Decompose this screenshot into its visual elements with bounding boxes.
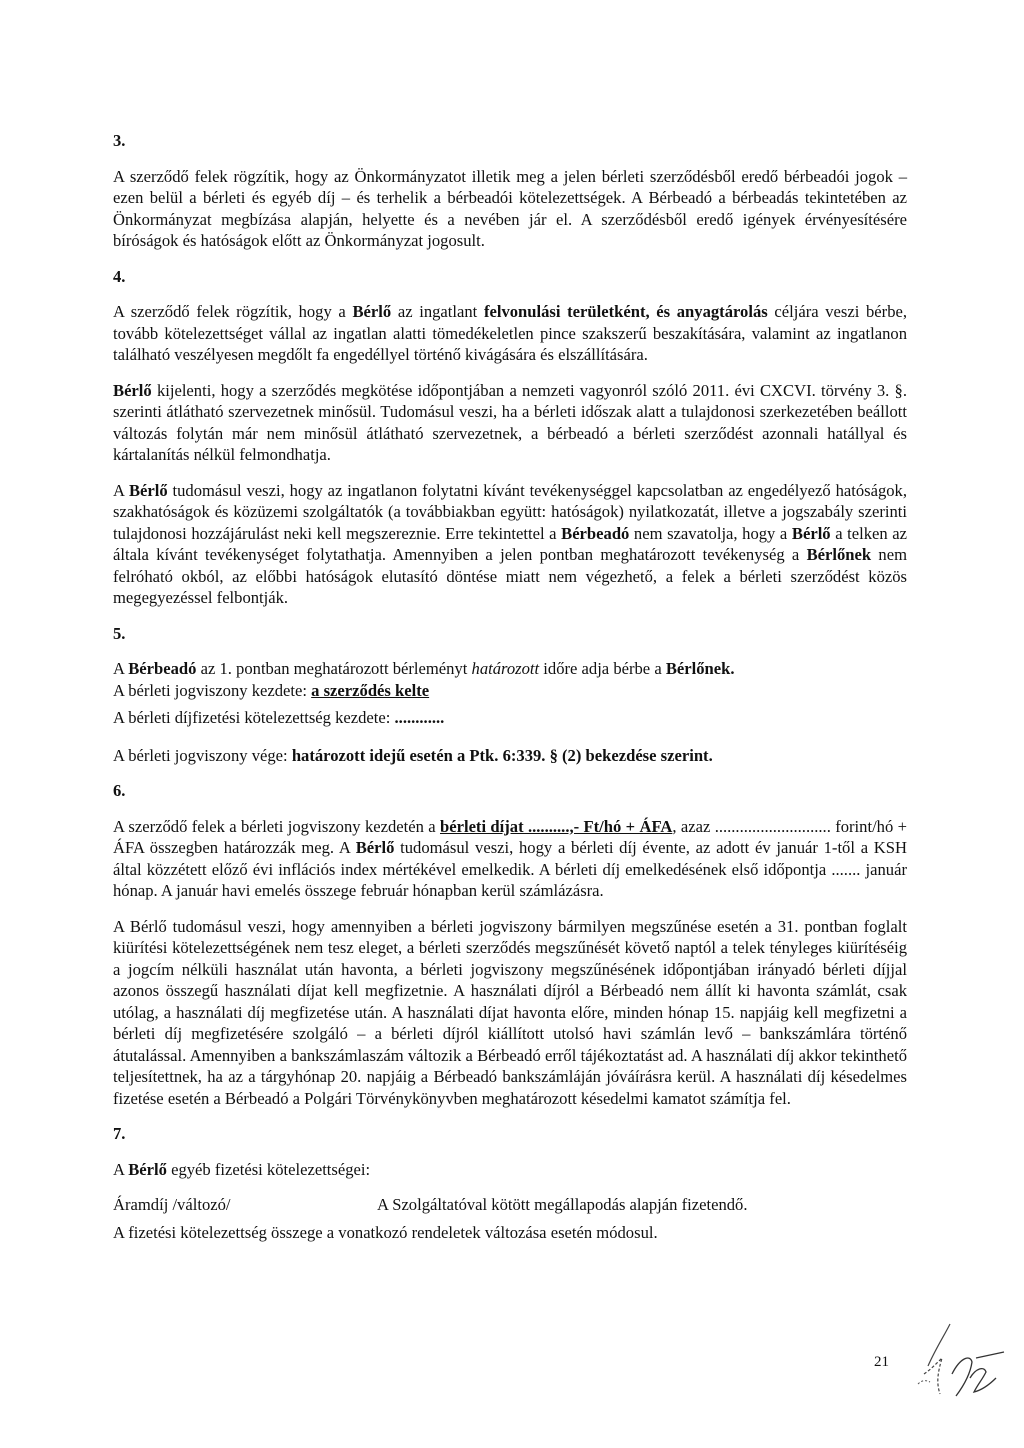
section-5-line-4: A bérleti jogviszony vége: határozott idejű esetén a Ptk. 6:339. § (2) bekezdése szerint. <box>113 745 713 765</box>
document-body <box>113 130 907 1243</box>
section-5-line-1: A Bérbeadó az 1. pontban meghatározott bérleményt határozott időre adja bérbe a Bérlőnek. <box>113 659 735 678</box>
section-5-line-3: A bérleti díjfizetési kötelezettség kezdete: ............ <box>113 708 445 727</box>
section-4-paragraph-2: Bérlő kijelenti, hogy a szerződés megkötése időpontjában a nemzeti vagyonról szóló 2011. évi CXCVI. törvény 3. §. szerinti átlátható szervezetnek minősül. Tudomásul veszi, ha a bérleti időszak alatt a tulajdonosi szerkezetében beállott változás folytán már nem minősül átlátható szervezetnek, a bérbeadó a bérleti szerződést azonnali hatállyal és kártalanítás nélkül felmondhatja. <box>113 380 907 464</box>
fee-value: A Szolgáltatóval kötött megállapodás alapján fizetendő. <box>377 1195 748 1214</box>
section-4-paragraph-3: A Bérlő tudomásul veszi, hogy az ingatlanon folytatni kívánt tevékenységgel kapcsolatban az engedélyező hatóságok, szakhatóságok és közüzemi szolgáltatók (a továbbiakban együtt: hatóságok) nyilatkozatát, illetve a jogszabály szerinti tulajdonosi hozzájárulást neki kell megszereznie. Erre tekintettel a Bérbeadó nem szavatolja, hogy a Bérlő a telken az általa kívánt tevékenységet folytathatja. Amennyiben a jelen pontban meghatározott tevékenység a Bérlőnek nem felróható okból, az előbbi hatóságok elutasító döntése miatt nem végezhető, a felek a bérleti szerződést közös megegyezéssel felbontják. <box>113 480 908 607</box>
section-5-line-2: A bérleti jogviszony kezdete: a szerződés kelte <box>113 680 430 700</box>
section-6-number: 6. <box>113 781 126 800</box>
section-3-number: 3. <box>113 131 126 150</box>
section-6-paragraph-2: A Bérlő tudomásul veszi, hogy amennyiben a bérleti jogviszony bármilyen megszűnése esetén a 31. pontban foglalt kiürítési kötelezettségének nem tesz eleget, a bérleti szerződés megszűnését követő naptól a telek tényleges kiürítéséig a jogcím nélküli használat után havonta, a bérleti jogviszony megszűnésének időpontjában irányadó bérleti díjjal azonos összegű használati díjat kell megfizetnie. A használati díjról a Bérbeadó nem állít ki havonta számlát, csak utólag, a használati díj megfizetése után. A használati díjat havonta előre, minden hónap 15. napjáig kell megfizetni a bérleti díj megfizetésére szolgáló – a bérleti díjról kiállított utolsó havi számlán levő – bankszámlára történő átutalással. Amennyiben a bankszámlaszám változik a Bérbeadó erről tájékoztatást ad. A használati díj akkor tekinthető teljesítettnek, ha az a tárgyhónap 20. napjáig a Bérbeadó bankszámláján jóváírásra kerül. A használati díj késedelmes fizetése esetén a Bérbeadó a Polgári Törvénykönyvben meghatározott késedelmi kamatot számítja fel. <box>113 916 907 1108</box>
section-5-number: 5. <box>113 623 126 643</box>
section-4-number: 4. <box>113 266 126 286</box>
section-7-line-3: A fizetési kötelezettség összege a vonatkozó rendeletek változása esetén módosul. <box>113 1222 658 1242</box>
section-3-text: A szerződő felek rögzítik, hogy az Önkormányzatot illetik meg a jelen bérleti szerződésből eredő bérbeadói jogok – ezen belül a bérleti és egyéb díj – és terhelik a bérbeadói kötelezettségek. A Bérbeadó a bérbeadás tekintetében az Önkormányzat megbízása alapján, helyette és a nevében jár el. A szerződésből eredő igények érvényesítésére bíróságok és hatóságok előtt az Önkormányzat jogosult. <box>113 166 907 250</box>
section-6-paragraph-1: A szerződő felek a bérleti jogviszony kezdetén a bérleti díjat ..........,- Ft/hó + ÁFA, azaz ............................ forint/hó + ÁFA összegben határozzák meg. A Bérlő tudomásul veszi, hogy a bérleti díj évente, az adott év január 1-től a KSH által közzétett előző évi inflációs index mértékével emelkedik. A bérleti díj emelkedésének első időpontja ....... január hónap. A január havi emelés összege február hónapban kerül számlázásra. <box>113 816 908 900</box>
section-4-paragraph-1: A szerződő felek rögzítik, hogy a Bérlő az ingatlant felvonulási területként, és anyagtárolás céljára veszi bérbe, tovább kötelezettséget vállal az ingatlan alatti tömedékeletlen pince szakszerű beszakítására, valamint az ingatlanon található veszélyesen megdőlt fa engedéllyel történő kivágására és elszállítására. <box>113 302 908 364</box>
section-7-number: 7. <box>113 1124 126 1143</box>
signature-mark <box>900 1318 1010 1408</box>
page-number: 21 <box>874 1354 889 1370</box>
section-7-fee-row <box>113 1194 907 1216</box>
section-7-line-1: A Bérlő egyéb fizetési kötelezettségei: <box>113 1159 371 1179</box>
fee-label: Áramdíj /változó/ <box>113 1195 231 1214</box>
